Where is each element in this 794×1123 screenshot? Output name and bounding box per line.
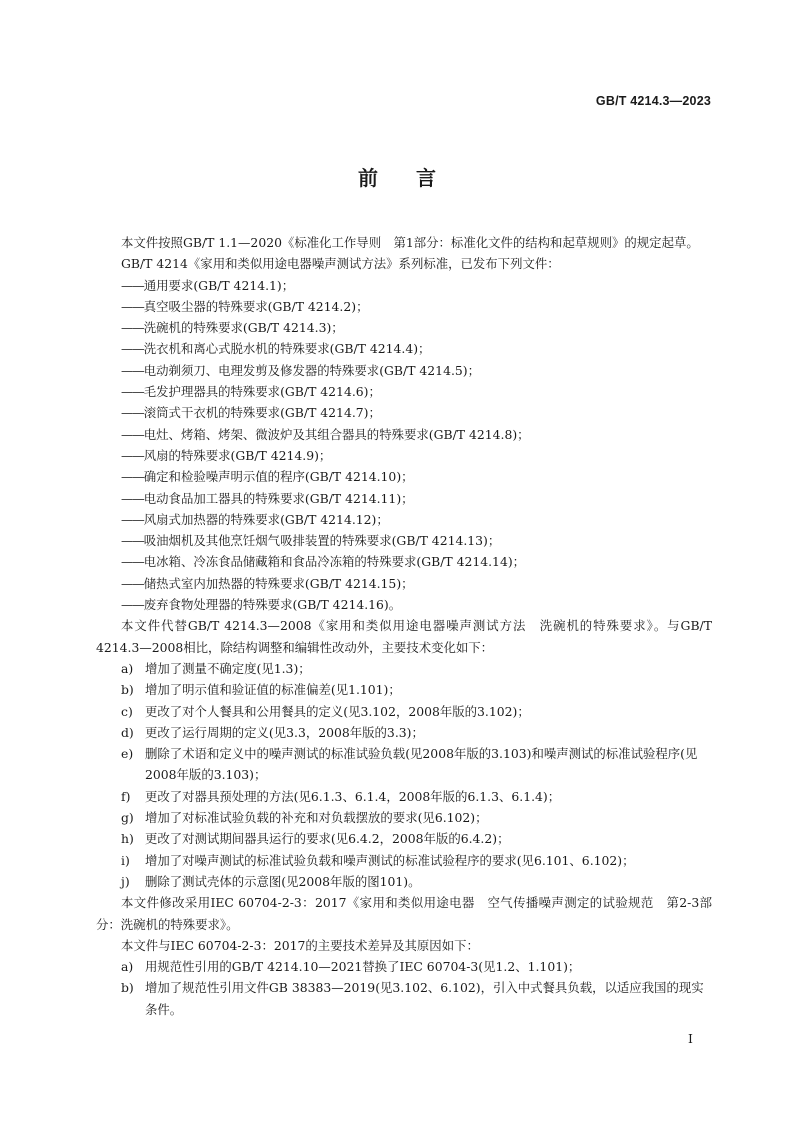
list-marker: f) [121, 788, 131, 804]
published-part-item [96, 275, 712, 296]
published-part-text: 电动剃须刀、电理发剪及修发器的特殊要求(GB/T 4214.5)； [143, 362, 480, 378]
dash-prefix: —— [121, 447, 144, 463]
list-item-text: 增加了规范性引用文件GB 38383—2019(见3.102、6.102)，引入中式餐具负载，以适应我国的现实条件。 [145, 980, 704, 1017]
dash-prefix: —— [121, 405, 144, 421]
list-marker: i) [121, 852, 130, 868]
published-part-text: 确定和检验噪声明示值的程序(GB/T 4214.10)； [143, 469, 414, 485]
dash-prefix: —— [121, 384, 144, 400]
dash-prefix: —— [121, 575, 144, 591]
dash-prefix: —— [121, 554, 144, 570]
technical-changes-list [96, 658, 712, 892]
dash-prefix: —— [121, 490, 144, 506]
list-marker: j) [121, 873, 130, 889]
published-part-item [96, 551, 712, 572]
list-item-text: 更改了对测试期间器具运行的要求(见6.4.2，2008年版的6.4.2)； [145, 831, 510, 847]
list-marker: e) [121, 746, 134, 762]
published-part-item [96, 402, 712, 423]
list-marker: h) [121, 831, 134, 847]
technical-change-item [96, 871, 712, 892]
technical-change-item [96, 722, 712, 743]
list-marker: b) [121, 682, 134, 698]
list-marker: a) [121, 959, 134, 975]
page-title [0, 162, 794, 191]
published-part-text: 电灶、烤箱、烤架、微波炉及其组合器具的特殊要求(GB/T 4214.8)； [143, 426, 530, 442]
list-item-text: 删除了术语和定义中的噪声测试的标准试验负载(见2008年版的3.103)和噪声测试的标准试验程序(见2008年版的3.103)； [145, 746, 698, 783]
technical-change-item [96, 828, 712, 849]
published-parts-list [96, 275, 712, 616]
list-marker: c) [121, 703, 133, 719]
list-item-text: 删除了测试壳体的示意图(见2008年版的图101)。 [145, 873, 421, 889]
list-marker: b) [121, 980, 134, 996]
published-part-item [96, 296, 712, 317]
dash-prefix: —— [121, 298, 144, 314]
published-part-item [96, 317, 712, 338]
paragraph-differences-intro: 本文件与IEC 60704-2-3：2017的主要技术差异及其原因如下： [121, 937, 479, 953]
list-item-text: 增加了测量不确定度(见1.3)； [145, 660, 311, 676]
dash-prefix: —— [121, 426, 144, 442]
standard-code: GB/T 4214.3—2023 [595, 94, 711, 108]
technical-change-item [96, 701, 712, 722]
technical-change-item [96, 658, 712, 679]
list-item-text: 增加了对噪声测试的标准试验负载和噪声测试的标准试验程序的要求(见6.101、6.102)； [145, 852, 635, 868]
published-part-text: 电冰箱、冷冻食品储藏箱和食品冷冻箱的特殊要求(GB/T 4214.14)； [143, 554, 526, 570]
list-item-text: 增加了明示值和验证值的标准偏差(见1.101)； [145, 682, 401, 698]
technical-change-item [96, 807, 712, 828]
published-part-text: 滚筒式干衣机的特殊要求(GB/T 4214.7)； [143, 405, 381, 421]
published-part-text: 电动食品加工器具的特殊要求(GB/T 4214.11)； [143, 490, 414, 506]
technical-change-item [96, 743, 712, 786]
published-part-item [96, 509, 712, 530]
published-part-text: 通用要求(GB/T 4214.1)； [143, 277, 295, 293]
published-part-item [96, 445, 712, 466]
dash-prefix: —— [121, 533, 144, 549]
published-part-item [96, 530, 712, 551]
list-marker: a) [121, 660, 134, 676]
paragraph-replacement: 本文件代替GB/T 4214.3—2008《家用和类似用途电器噪声测试方法 洗碗机的特殊要求》。与GB/T 4214.3—2008相比，除结构调整和编辑性改动外，主要技术变化如下： [96, 618, 712, 655]
dash-prefix: —— [121, 511, 144, 527]
dash-prefix: —— [121, 277, 144, 293]
list-marker: d) [121, 724, 134, 740]
list-marker: g) [121, 810, 134, 826]
published-part-text: 洗衣机和离心式脱水机的特殊要求(GB/T 4214.4)； [143, 341, 431, 357]
list-item-text: 更改了对个人餐具和公用餐具的定义(见3.102，2008年版的3.102)； [145, 703, 530, 719]
technical-differences-list [96, 956, 712, 1020]
published-part-text: 风扇的特殊要求(GB/T 4214.9)； [143, 447, 332, 463]
list-item-text: 增加了对标准试验负载的补充和对负载摆放的要求(见6.102)； [145, 810, 488, 826]
published-part-item [96, 594, 712, 615]
dash-prefix: —— [121, 597, 144, 613]
published-part-text: 吸油烟机及其他烹饪烟气吸排装置的特殊要求(GB/T 4214.13)； [143, 533, 501, 549]
list-item-text: 更改了运行周期的定义(见3.3，2008年版的3.3)； [145, 724, 424, 740]
list-item-text: 用规范性引用的GB/T 4214.10—2021替换了IEC 60704-3(见1.2、1.101)； [145, 959, 581, 975]
dash-prefix: —— [121, 469, 144, 485]
paragraph-series-intro: GB/T 4214《家用和类似用途电器噪声测试方法》系列标准，已发布下列文件： [121, 256, 560, 272]
technical-change-item [96, 850, 712, 871]
dash-prefix: —— [121, 362, 144, 378]
published-part-text: 真空吸尘器的特殊要求(GB/T 4214.2)； [143, 298, 369, 314]
published-part-text: 风扇式加热器的特殊要求(GB/T 4214.12)； [143, 511, 389, 527]
page-number: I [688, 1031, 693, 1046]
paragraph-adoption: 本文件修改采用IEC 60704-2-3：2017《家用和类似用途电器 空气传播噪声测定的试验规范 第2-3部分：洗碗机的特殊要求》。 [96, 895, 712, 932]
paragraph-drafting-rules: 本文件按照GB/T 1.1—2020《标准化工作导则 第1部分：标准化文件的结构和起草规则》的规定起草。 [121, 235, 699, 250]
published-part-text: 废弃食物处理器的特殊要求(GB/T 4214.16)。 [143, 597, 402, 613]
published-part-text: 储热式室内加热器的特殊要求(GB/T 4214.15)； [143, 575, 414, 591]
published-part-item [96, 360, 712, 381]
technical-difference-item [96, 977, 712, 1020]
technical-change-item [96, 679, 712, 700]
title-char-2: 言 [416, 166, 436, 190]
list-item-text: 更改了对器具预处理的方法(见6.1.3、6.1.4，2008年版的6.1.3、6.1.4)； [145, 788, 561, 804]
published-part-item [96, 466, 712, 487]
preface-body [96, 232, 712, 1020]
published-part-item [96, 381, 712, 402]
technical-change-item [96, 786, 712, 807]
technical-difference-item [96, 956, 712, 977]
published-part-item [96, 424, 712, 445]
published-part-item [96, 573, 712, 594]
dash-prefix: —— [121, 341, 144, 357]
published-part-text: 毛发护理器具的特殊要求(GB/T 4214.6)； [143, 384, 381, 400]
published-part-item [96, 488, 712, 509]
published-part-item [96, 338, 712, 359]
dash-prefix: —— [121, 320, 144, 336]
published-part-text: 洗碗机的特殊要求(GB/T 4214.3)； [143, 320, 344, 336]
title-char-1: 前 [358, 166, 378, 190]
